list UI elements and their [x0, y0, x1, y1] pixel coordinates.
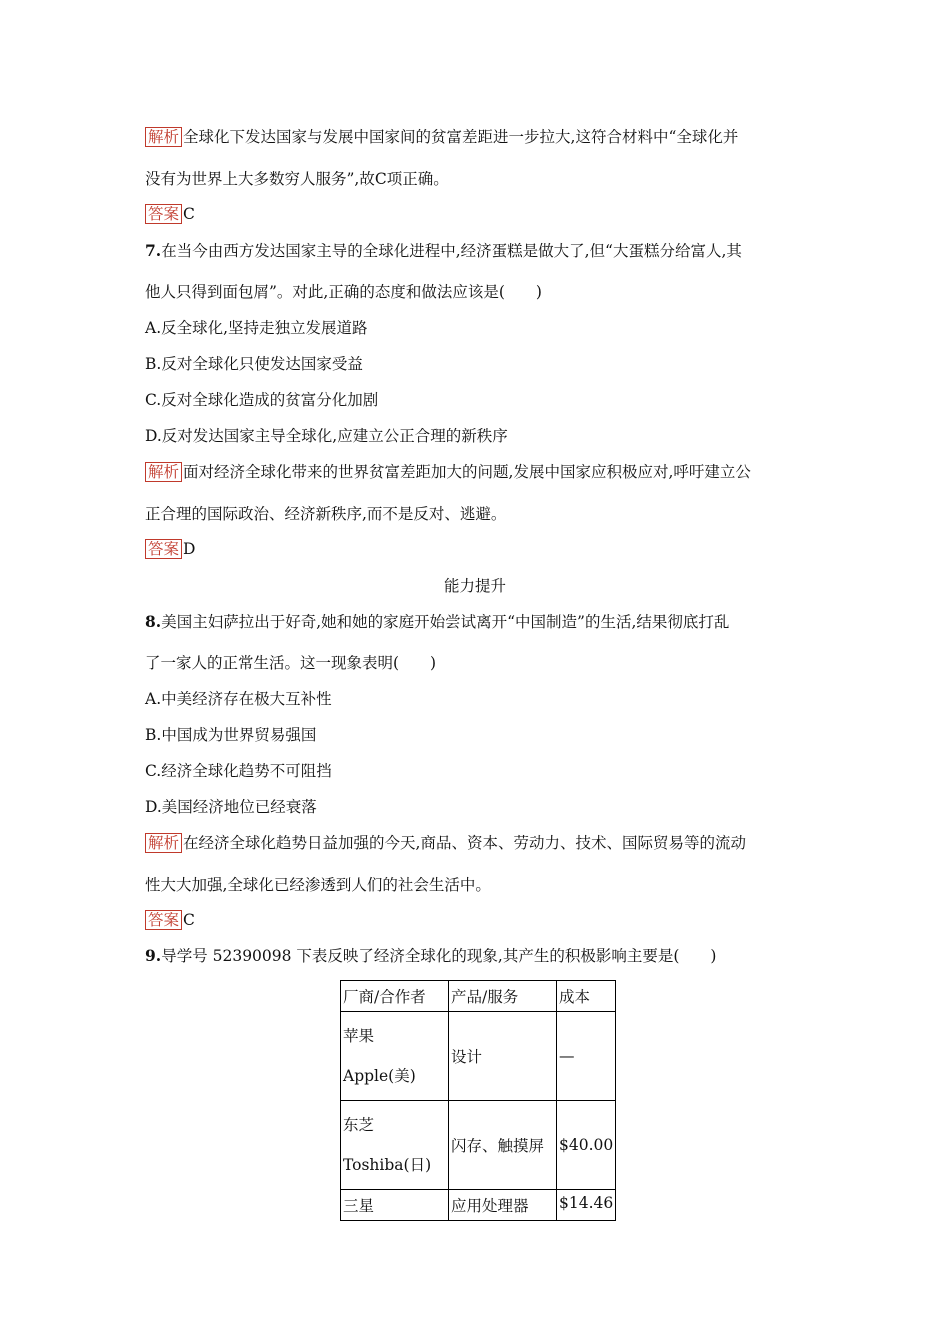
cost-table [340, 980, 616, 1221]
q6-analysis-line1: 解析 全球化下发达国家与发展中国家间的贫富差距进一步拉大,这符合材料中“全球化并 [145, 127, 738, 147]
answer-label: 答案 [145, 910, 182, 930]
table-row [341, 1012, 616, 1101]
q7-option-b: B.反对全球化只使发达国家受益 [145, 355, 363, 373]
answer-label: 答案 [145, 539, 182, 559]
q7-stem-line2: 他人只得到面包屑”。对此,正确的态度和做法应该是( ) [145, 283, 542, 301]
q7-answer: 答案 D [145, 539, 195, 559]
q8-option-d: D.美国经济地位已经衰落 [145, 798, 317, 816]
q7-option-c: C.反对全球化造成的贫富分化加剧 [145, 391, 379, 409]
q9-stem: 9.导学号 52390098 下表反映了经济全球化的现象,其产生的积极影响主要是( ) [145, 946, 717, 965]
q8-number: 8. [145, 612, 162, 631]
q7-analysis-line2: 正合理的国际政治、经济新秩序,而不是反对、逃避。 [145, 505, 507, 523]
table-row [341, 1101, 616, 1190]
table-cell-product: 应用处理器 [449, 1190, 557, 1221]
table-header-cell: 厂商/合作者 [341, 981, 449, 1012]
table-cell-cost: $40.00 [557, 1101, 616, 1190]
q8-analysis-line2: 性大大加强,全球化已经渗透到人们的社会生活中。 [145, 876, 491, 894]
table-cell-vendor: 苹果 Apple(美) [341, 1012, 449, 1101]
answer-label: 答案 [145, 204, 182, 224]
q6-analysis-line2: 没有为世界上大多数穷人服务”,故C项正确。 [145, 170, 449, 188]
q7-option-a: A.反全球化,坚持走独立发展道路 [145, 319, 368, 337]
q8-answer: 答案 C [145, 910, 195, 930]
q8-option-a: A.中美经济存在极大互补性 [145, 690, 332, 708]
q8-stem-line2: 了一家人的正常生活。这一现象表明( ) [145, 654, 437, 672]
section-title: 能力提升 [443, 577, 506, 595]
q7-analysis-line1: 解析 面对经济全球化带来的世界贫富差距加大的问题,发展中国家应积极应对,呼吁建立公 [145, 462, 751, 482]
analysis-label: 解析 [145, 833, 182, 853]
analysis-label: 解析 [145, 127, 182, 147]
q8-option-b: B.中国成为世界贸易强国 [145, 726, 317, 744]
q8-stem-line1: 8.美国主妇萨拉出于好奇,她和她的家庭开始尝试离开“中国制造”的生活,结果彻底打乱 [145, 612, 730, 631]
table-cell-product: 闪存、触摸屏 [449, 1101, 557, 1190]
table-header-row [341, 981, 616, 1012]
table-cell-vendor: 三星 [341, 1190, 449, 1221]
q6-answer: 答案 C [145, 204, 195, 224]
table-cell-product: 设计 [449, 1012, 557, 1101]
table-header-cell: 产品/服务 [449, 981, 557, 1012]
q7-option-d: D.反对发达国家主导全球化,应建立公正合理的新秩序 [145, 427, 508, 445]
q7-stem-line1: 7.在当今由西方发达国家主导的全球化进程中,经济蛋糕是做大了,但“大蛋糕分给富人,其 [145, 241, 742, 260]
q8-analysis-line1: 解析 在经济全球化趋势日益加强的今天,商品、资本、劳动力、技术、国际贸易等的流动 [145, 833, 746, 853]
table-cell-cost: $14.46 [557, 1190, 616, 1221]
table-cell-cost: — [557, 1012, 616, 1101]
analysis-label: 解析 [145, 462, 182, 482]
q9-number: 9. [145, 946, 162, 965]
table-row [341, 1190, 616, 1221]
table-header-cell: 成本 [557, 981, 616, 1012]
q8-option-c: C.经济全球化趋势不可阻挡 [145, 762, 332, 780]
q7-number: 7. [145, 241, 162, 260]
table-cell-vendor: 东芝 Toshiba(日) [341, 1101, 449, 1190]
